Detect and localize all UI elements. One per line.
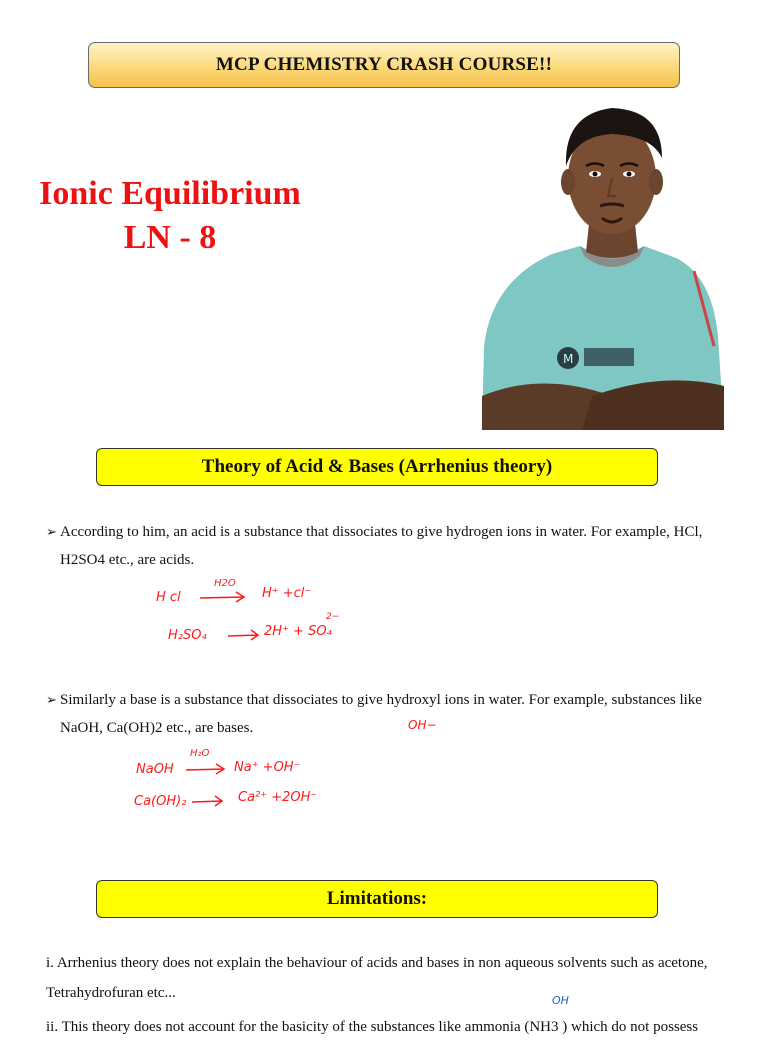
section-heading-text: Limitations: xyxy=(326,888,428,909)
course-title: MCP CHEMISTRY CRASH COURSE!! xyxy=(215,54,553,75)
handwritten-naoh-condition: H₂O xyxy=(190,748,210,759)
handwritten-hcl-condition: H2O xyxy=(214,578,236,589)
svg-text:M: M xyxy=(563,352,574,366)
handwritten-h2so4-reactant: H₂SO₄ xyxy=(168,628,207,643)
base-text-line2: NaOH, Ca(OH)2 etc., are bases. xyxy=(60,720,254,736)
course-title-banner xyxy=(88,42,680,88)
instructor-photo xyxy=(462,96,730,430)
handwritten-hcl-reactant: H cl xyxy=(156,590,181,605)
handwritten-h2so4-products: 2H⁺ + SO₄ xyxy=(264,624,332,639)
handwritten-sulfate-charge: 2− xyxy=(326,612,340,622)
lecture-number: LN - 8 xyxy=(123,219,217,256)
reaction-arrow-icon xyxy=(198,590,248,604)
topic-title: Ionic Equilibrium xyxy=(39,175,301,212)
handwritten-caoh2-products: Ca²⁺ +2OH⁻ xyxy=(238,790,318,805)
acid-text-line2: H2SO4 etc., are acids. xyxy=(60,552,195,568)
reaction-arrow-icon xyxy=(190,794,226,808)
section-heading-arrhenius xyxy=(96,448,658,486)
acid-text-line1: According to him, an acid is a substance that dissociates to give hydrogen ions in water. For example, HCl, xyxy=(60,524,703,540)
handwritten-hcl-products: H⁺ +cl⁻ xyxy=(262,586,312,601)
handwritten-caoh2-reactant: Ca(OH)₂ xyxy=(134,794,187,809)
bullet-arrow-icon: ➢ xyxy=(46,692,57,707)
section-heading-text: Theory of Acid & Bases (Arrhenius theory) xyxy=(201,456,553,477)
handwritten-naoh-products: Na⁺ +OH⁻ xyxy=(234,760,301,775)
limitation-1-line1: i. Arrhenius theory does not explain the behaviour of acids and bases in non aqueous solvents such as acetone, xyxy=(46,955,708,971)
handwritten-naoh-reactant: NaOH xyxy=(136,762,174,777)
section-heading-limitations xyxy=(96,880,658,918)
reaction-arrow-icon xyxy=(184,762,228,776)
limitation-point-1 xyxy=(46,948,736,1008)
handwritten-oh-note: OH− xyxy=(408,718,437,732)
limitation-point-2 xyxy=(46,1012,736,1042)
base-text-line1: Similarly a base is a substance that dissociates to give hydroxyl ions in water. For example, substances like xyxy=(60,692,702,708)
bullet-arrow-icon: ➢ xyxy=(46,524,57,539)
handwritten-blue-note: OH xyxy=(552,994,569,1007)
base-definition-point xyxy=(46,686,726,742)
limitation-1-line2: Tetrahydrofuran etc... xyxy=(46,985,176,1001)
page-title xyxy=(30,172,310,260)
acid-definition-point xyxy=(46,518,726,574)
reaction-arrow-icon xyxy=(226,628,262,642)
limitation-2-line1: ii. This theory does not account for the basicity of the substances like ammonia (NH3 ) which do not possess xyxy=(46,1019,699,1035)
